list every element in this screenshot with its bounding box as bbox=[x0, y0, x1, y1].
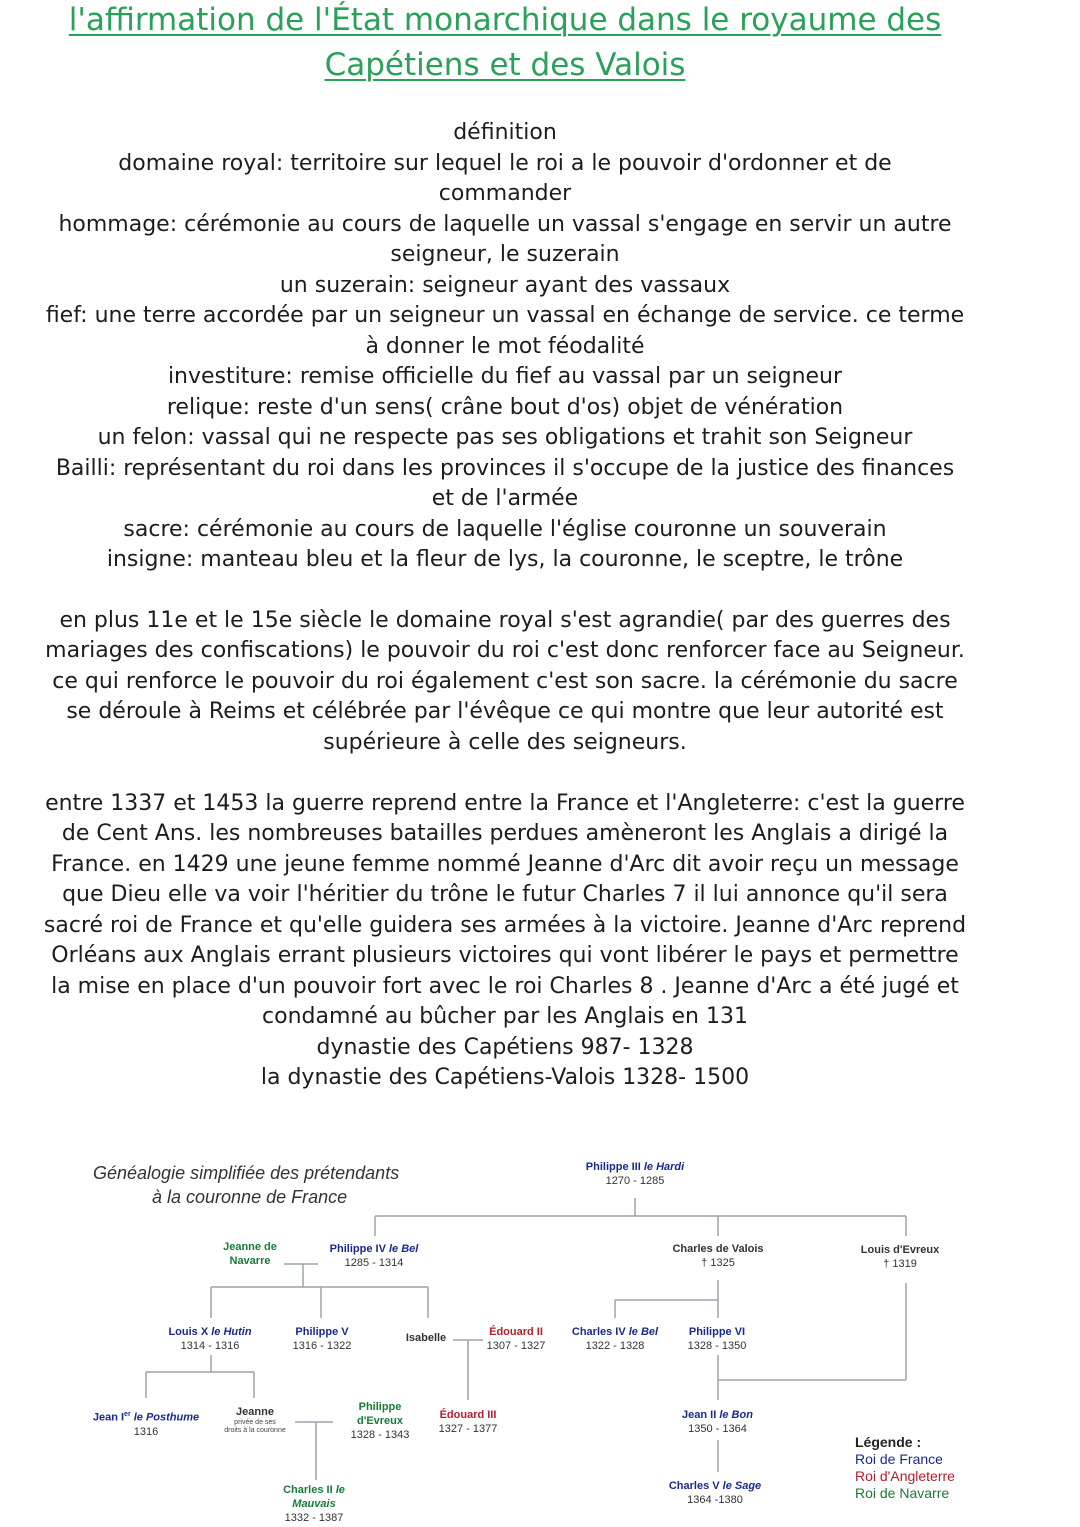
legend-england: Roi d'Angleterre bbox=[855, 1468, 955, 1484]
person-louis-x: Louis X le Hutin 1314 - 1316 bbox=[168, 1326, 252, 1352]
person-philippe-iii: Philippe III le Hardi 1270 - 1285 bbox=[585, 1161, 685, 1187]
person-philippe-vi: Philippe VI 1328 - 1350 bbox=[687, 1326, 747, 1352]
text-line: France. en 1429 une jeune femme nommé Jeanne d'Arc dit avoir reçu un message bbox=[51, 852, 959, 877]
text-line: dynastie des Capétiens 987- 1328 bbox=[316, 1035, 694, 1060]
diagram-title-line-2: à la couronne de France bbox=[152, 1187, 348, 1207]
person-jean-ii: Jean II le Bon 1350 - 1364 bbox=[682, 1409, 753, 1435]
person-philippe-v: Philippe V 1316 - 1322 bbox=[292, 1326, 352, 1352]
genealogy-diagram bbox=[0, 1150, 1080, 1527]
diagram-title-line-1: Généalogie simplifiée des prétendants bbox=[93, 1163, 400, 1183]
person-jean-i: Jean Ier le Posthume 1316 bbox=[92, 1411, 200, 1438]
text-line: la dynastie des Capétiens-Valois 1328- 1500 bbox=[260, 1065, 750, 1090]
text-line: définition bbox=[453, 120, 557, 145]
person-philippe-d-evreux: Philippe d'Evreux 1328 - 1343 bbox=[350, 1401, 410, 1441]
text-line: et de l'armée bbox=[431, 486, 579, 511]
text-line: sacre: cérémonie au cours de laquelle l'église couronne un souverain bbox=[123, 517, 887, 542]
text-line: un suzerain: seigneur ayant des vassaux bbox=[279, 273, 731, 298]
title-line-1: l'affirmation de l'État monarchique dans le royaume des bbox=[68, 2, 942, 38]
text-line: en plus 11e et le 15e siècle le domaine royal s'est agrandie( par des guerres des bbox=[59, 608, 951, 633]
person-charles-ii: Charles II le Mauvais 1332 - 1387 bbox=[283, 1484, 345, 1524]
text-line: que Dieu elle va voir l'héritier du trône le futur Charles 7 il lui annonce qu'il sera bbox=[62, 882, 948, 907]
person-charles-iv: Charles IV le Bel 1322 - 1328 bbox=[571, 1326, 659, 1352]
title-line-2: Capétiens et des Valois bbox=[324, 47, 686, 83]
person-edouard-iii: Édouard III 1327 - 1377 bbox=[438, 1409, 498, 1435]
legend-france: Roi de France bbox=[855, 1451, 943, 1467]
text-line: se déroule à Reims et célébrée par l'évêque ce qui montre que leur autorité est bbox=[66, 699, 944, 724]
legend bbox=[855, 1434, 955, 1502]
text-line: seigneur, le suzerain bbox=[390, 242, 620, 267]
person-philippe-iv: Philippe IV le Bel 1285 - 1314 bbox=[329, 1243, 419, 1269]
text-line: de Cent Ans. les nombreuses batailles perdues amèneront les Anglais a dirigé la bbox=[61, 821, 949, 846]
text-line: sacré roi de France et qu'elle guidera ses armées à la victoire. Jeanne d'Arc reprend bbox=[43, 913, 967, 938]
text-line: hommage: cérémonie au cours de laquelle un vassal s'engage en servir un autre bbox=[58, 212, 952, 237]
text-line: domaine royal: territoire sur lequel le roi a le pouvoir d'ordonner et de bbox=[118, 151, 892, 176]
person-jeanne-de-navarre: Jeanne de Navarre bbox=[223, 1241, 277, 1267]
text-line: entre 1337 et 1453 la guerre reprend entre la France et l'Angleterre: c'est la guerre bbox=[45, 791, 965, 816]
person-louis-d-evreux: Louis d'Evreux † 1319 bbox=[860, 1244, 940, 1270]
text-line: à donner le mot féodalité bbox=[365, 334, 645, 359]
text-line: investiture: remise officielle du fief au vassal par un seigneur bbox=[167, 364, 843, 389]
person-charles-v: Charles V le Sage 1364 -1380 bbox=[668, 1480, 762, 1506]
legend-navarre: Roi de Navarre bbox=[855, 1485, 950, 1501]
text-line: mariages des confiscations) le pouvoir du roi c'est donc renforcer face au Seigneur. bbox=[45, 638, 965, 663]
text-line: commander bbox=[438, 181, 572, 206]
text-line: insigne: manteau bleu et la fleur de lys, la couronne, le sceptre, le trône bbox=[106, 547, 904, 572]
text-line: Bailli: représentant du roi dans les provinces il s'occupe de la justice des finances bbox=[55, 456, 955, 481]
text-line: ce qui renforce le pouvoir du roi également c'est son sacre. la cérémonie du sacre bbox=[52, 669, 958, 694]
text-line: supérieure à celle des seigneurs. bbox=[323, 730, 687, 755]
text-line: fief: une terre accordée par un seigneur un vassal en échange de service. ce terme bbox=[45, 303, 965, 328]
person-isabelle: Isabelle bbox=[405, 1332, 447, 1344]
text-line: condamné au bûcher par les Anglais en 131 bbox=[262, 1004, 748, 1029]
text-line: la mise en place d'un pouvoir fort avec le roi Charles 8 . Jeanne d'Arc a été jugé et bbox=[51, 974, 959, 999]
person-charles-de-valois: Charles de Valois † 1325 bbox=[672, 1243, 764, 1269]
person-jeanne: Jeanne privée de ses droits à la couronne bbox=[224, 1406, 286, 1434]
text-line: relique: reste d'un sens( crâne bout d'os) objet de vénération bbox=[166, 395, 844, 420]
legend-title: Légende : bbox=[855, 1434, 922, 1450]
text-line: Orléans aux Anglais errant plusieurs victoires qui vont libérer le pays et permettre bbox=[51, 943, 959, 968]
person-edouard-ii: Édouard II 1307 - 1327 bbox=[486, 1326, 546, 1352]
text-line: un felon: vassal qui ne respecte pas ses obligations et trahit son Seigneur bbox=[97, 425, 913, 450]
